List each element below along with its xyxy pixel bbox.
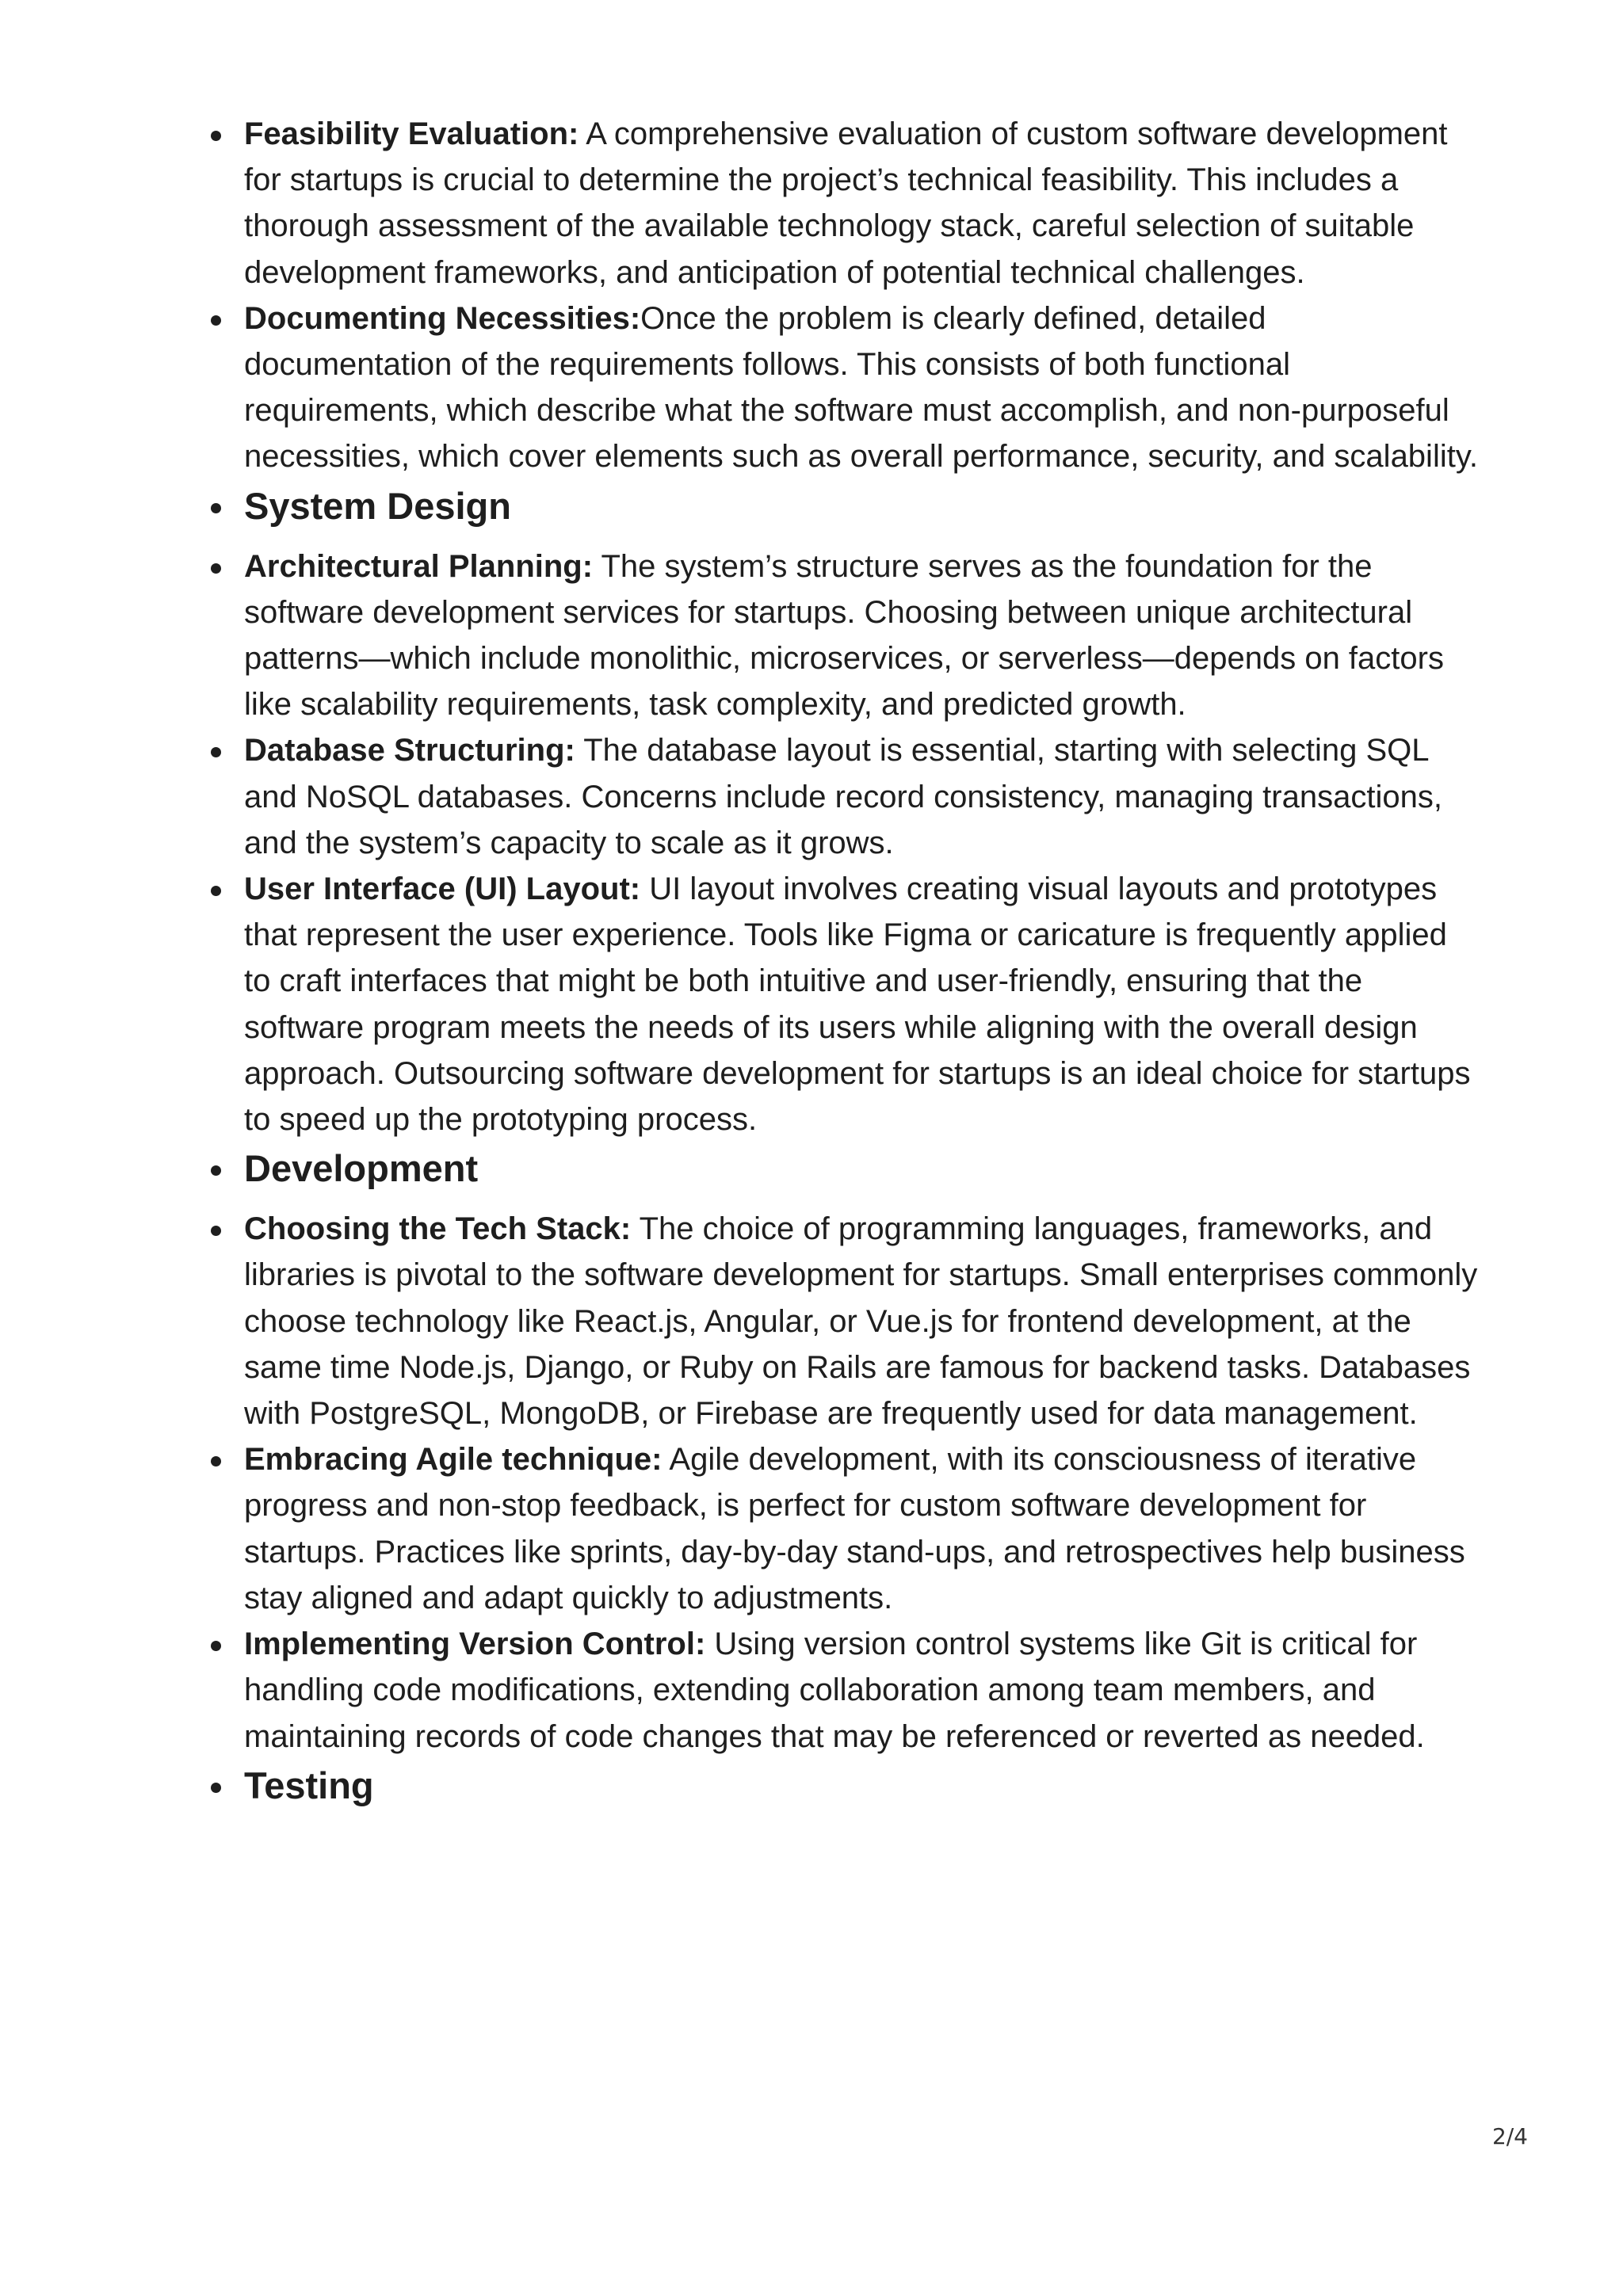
list-item (198, 296, 1482, 480)
list-item-text (244, 111, 1482, 296)
section-heading: Development (244, 1147, 479, 1190)
list-item-text (244, 1621, 1482, 1760)
list-item-description: The database layout is essential, starting with selecting SQL and NoSQL databases. Concerns include record consistency, managing transactions, and the system’s capacity to scale as it grows. (244, 733, 1442, 860)
list-item-term: Choosing the Tech Stack: (244, 1211, 632, 1247)
section-heading-item (198, 480, 1482, 532)
list-item-text (244, 1206, 1482, 1436)
page-number: 2/4 (1491, 2123, 1528, 2149)
list-item-description: Agile development, with its consciousness of iterative progress and non-stop feedback, is perfect for custom software development for startups. Practices like sprints, day-by-day stand-ups, and retrospectives help business stay aligned and adapt quickly to adjustments. (244, 1442, 1465, 1615)
section-heading: Testing (244, 1764, 374, 1806)
list-item-term: Embracing Agile technique: (244, 1442, 663, 1478)
section-heading: System Design (244, 484, 511, 527)
section-heading-item (198, 1760, 1482, 1812)
list-item-description: The system’s structure serves as the foundation for the software development services for startups. Choosing between unique architectural patterns—which include monolithic, microservices, or serverless—depends on factors like scalability requirements, task complexity, and predicted growth. (244, 548, 1444, 723)
list-item-description: UI layout involves creating visual layouts and prototypes that represent the user experience. Tools like Figma or caricature is frequently applied to craft interfaces that might be both intuitive and user-friendly, ensuring that the software program meets the needs of its users while aligning with the overall design approach. Outsourcing software development for startups is an ideal choice for startups to speed up the prototyping process. (244, 871, 1471, 1138)
list-item-term: Documenting Necessities: (244, 300, 641, 336)
list-item (198, 1206, 1482, 1436)
list-item-term: Feasibility Evaluation: (244, 116, 579, 151)
list-item (198, 866, 1482, 1142)
list-item-description: Once the problem is clearly defined, detailed documentation of the requirements follows. This consists of both functional requirements, which describe what the software must accomplish, and non-purposeful necessities, which cover elements such as overall performance, security, and scalability. (244, 300, 1478, 475)
section-heading-item (198, 1142, 1482, 1195)
list-item-term: Implementing Version Control: (244, 1627, 706, 1662)
list-item-text (244, 727, 1482, 866)
list-item (198, 727, 1482, 866)
list-item (198, 111, 1482, 296)
list-item-text (244, 1436, 1482, 1621)
list-item (198, 1436, 1482, 1621)
list-item (198, 543, 1482, 728)
list-item-text (244, 866, 1482, 1142)
list-item-term: User Interface (UI) Layout: (244, 871, 641, 907)
list-item-term: Architectural Planning: (244, 548, 594, 584)
list-item-description: Using version control systems like Git is critical for handling code modifications, extending collaboration among team members, and maintaining records of code changes that may be referenced or reverted as needed. (244, 1627, 1425, 1754)
list-item (198, 1621, 1482, 1760)
list-item-description: A comprehensive evaluation of custom software development for startups is crucial to determine the project’s technical feasibility. This includes a thorough assessment of the available technology stack, careful selection of suitable development frameworks, and anticipation of potential technical challenges. (244, 116, 1448, 290)
document-content (198, 111, 1482, 1823)
list-item-term: Database Structuring: (244, 733, 575, 769)
list-item-text (244, 296, 1482, 480)
list-item-description: The choice of programming languages, frameworks, and libraries is pivotal to the software development for startups. Small enterprises commonly choose technology like React.js, Angular, or Vue.js for frontend development, at the same time Node.js, Django, or Ruby on Rails are famous for backend tasks. Databases with PostgreSQL, MongoDB, or Firebase are frequently used for data management. (244, 1211, 1478, 1432)
list-item-text (244, 543, 1482, 728)
